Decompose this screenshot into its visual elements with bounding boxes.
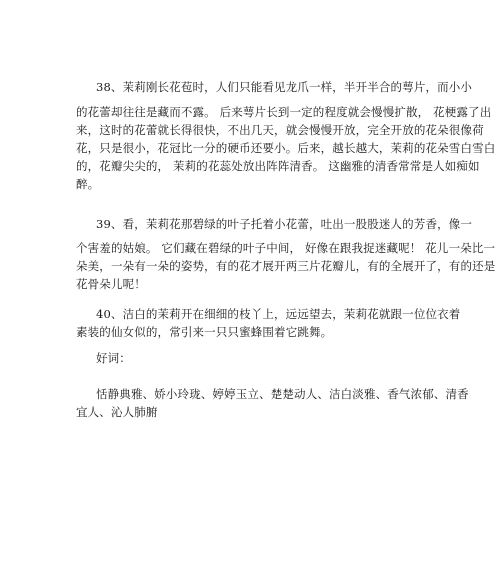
good-words-line-2: 宜人、沁人肺腑 <box>76 405 158 419</box>
paragraph-38-line-3: 来，这时的花蕾就长得很快，不出几天，就会慢慢开放，完全开放的花朵很像荷 <box>76 123 484 137</box>
paragraph-38-line-4: 花，只是很小，花冠比一分的硬币还要小。后来，越长越大，茉莉的花朵雪白雪白 <box>76 141 496 155</box>
paragraph-40-line-2: 素装的仙女似的，常引来一只只蜜蜂围着它跳舞。 <box>76 325 333 339</box>
good-words-heading: 好词： <box>96 351 131 365</box>
paragraph-39-line-2: 个害羞的姑娘。 它们藏在碧绿的叶子中间， 好像在跟我捉迷藏呢！ 花儿一朵比一 <box>76 241 496 255</box>
paragraph-38-line-6: 醉。 <box>76 177 100 191</box>
paragraph-39-line-1: 39、看，茉莉花那碧绿的叶子托着小花蕾，吐出一股股迷人的芳香，像一 <box>96 217 473 231</box>
paragraph-38-line-2: 的花蕾却往往是藏而不露。 后来萼片长到一定的程度就会慢慢扩散， 花梗露了出 <box>76 105 492 119</box>
good-words-line-1: 恬静典雅、娇小玲珑、婷婷玉立、楚楚动人、洁白淡雅、香气浓郁、清香 <box>96 387 469 401</box>
paragraph-38-line-1: 38、茉莉刚长花苞时，人们只能看见龙爪一样，半开半合的萼片，而小小 <box>96 80 473 94</box>
paragraph-39-line-3: 朵美，一朵有一朵的姿势，有的花才展开两三片花瓣儿，有的全展开了，有的还是 <box>76 259 496 273</box>
paragraph-39-line-4: 花骨朵儿呢！ <box>76 277 146 291</box>
paragraph-38-line-5: 的，花瓣尖尖的， 茉莉的花蕊处放出阵阵清香。 这幽雅的清香常常是人如痴如 <box>76 159 480 173</box>
paragraph-40-line-1: 40、洁白的茉莉开在细细的枝丫上，远远望去，茉莉花就跟一位位衣着 <box>96 307 461 321</box>
